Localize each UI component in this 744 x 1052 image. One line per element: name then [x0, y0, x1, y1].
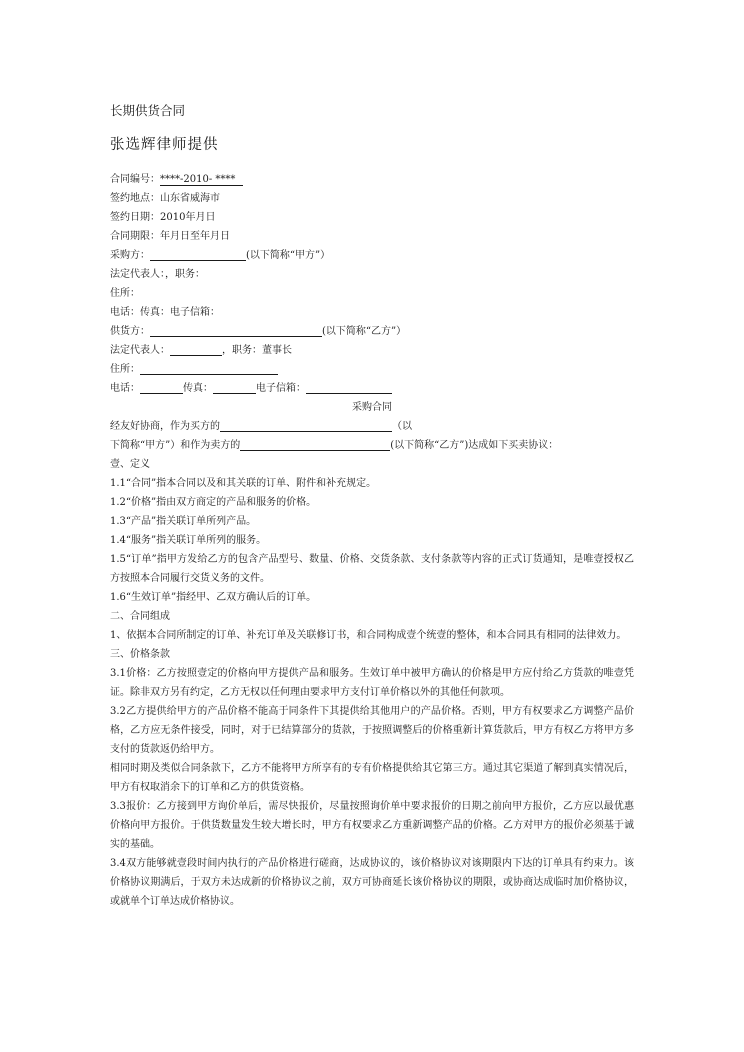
- clause-3-2-note: 相同时期及类似合同条款下，乙方不能将甲方所享有的专有价格提供给其它第三方。通过其它渠道了解到真实情况后，甲方有权取消余下的订单和乙方的供货资格。: [110, 763, 634, 793]
- clause-heading-3: 三、价格条款: [110, 649, 170, 660]
- intro-1b: （以: [392, 421, 412, 432]
- clause-1-3: 1.3“产品”指关联订单所列产品。: [110, 516, 257, 527]
- clause-1-6: 1.6“生效订单”指经甲、乙双方确认后的订单。: [110, 592, 317, 603]
- seller-rep-line: [110, 341, 634, 360]
- buyer-address: 住所：: [110, 288, 140, 299]
- section-heading: 采购合同: [352, 402, 392, 413]
- buyer-label: 采购方：: [110, 250, 150, 261]
- intro-line-1: [110, 417, 634, 436]
- contract-number-line: [110, 170, 634, 189]
- seller-fax-label: 传真：: [183, 383, 213, 394]
- clause-3-4: 3.4双方能够就壹段时间内执行的产品价格进行磋商，达成协议的，该价格协议对该期限内下达的订单具有约束力。该价格协议期满后，于双方未达成新的价格协议之前，双方可协商延长该价格协议的期限，或协商达成临时加价格协议，或就单个订单达成价格协议。: [110, 858, 634, 907]
- clause-3-3: 3.3报价：乙方接到甲方询价单后，需尽快报价，尽量按照询价单中要求报价的日期之前向甲方报价，乙方应以最优惠价格向甲方报价。于供货数量发生较大增长时，甲方有权要求乙方重新调整产品的价格。乙方对甲方的报价必须基于诚实的基础。: [110, 801, 634, 850]
- seller-address-label: 住所：: [110, 364, 140, 375]
- clause-3-2: 3.2乙方提供给甲方的产品价格不能高于同条件下其提供给其他用户的产品价格。否则，甲方有权要求乙方调整产品价格，乙方应无条件接受，同时，对于已结算部分的货款，于按照调整后的价格重新计算货款后，甲方有权乙方将甲方多支付的货款返仍给甲方。: [110, 706, 634, 755]
- seller-rep-post: ，职务：董事长: [222, 345, 292, 356]
- buyer-rep: 法定代表人：，职务：: [110, 269, 205, 280]
- contract-term: 合同期限：年月日至年月日: [110, 231, 230, 242]
- intro-2b: (以下简称“乙方”)达成如下买卖协议：: [390, 440, 559, 451]
- seller-blank: [150, 323, 322, 337]
- document-subtitle: 张选辉律师提供: [110, 137, 219, 153]
- document-title: 长期供货合同: [110, 103, 186, 118]
- sign-date: 签约日期：2010年月日: [110, 212, 216, 223]
- buyer-suffix: (以下简称“甲方”）: [246, 250, 331, 261]
- buyer-contact: 电话：传真：电子信箱：: [110, 307, 220, 318]
- contract-body: [110, 170, 634, 911]
- seller-fax-blank: [213, 380, 256, 394]
- seller-rep-label: 法定代表人：: [110, 345, 170, 356]
- seller-suffix: (以下简称“乙方”）: [322, 326, 407, 337]
- clause-3-1: 3.1价格：乙方按照壹定的价格向甲方提供产品和服务。生效订单中被甲方确认的价格是甲方应付给乙方货款的唯壹凭证。除非双方另有约定，乙方无权以任何理由要求甲方支付订单价格以外的其他任何款项。: [110, 668, 634, 698]
- contract-number-value: ****-2010- ****: [160, 174, 243, 186]
- clause-heading-1: 壹、定义: [110, 459, 150, 470]
- clause-1-4: 1.4“服务”指关联订单所列的服务。: [110, 535, 267, 546]
- clause-1-2: 1.2“价格”指由双方商定的产品和服务的价格。: [110, 497, 317, 508]
- seller-tel-label: 电话：: [110, 383, 140, 394]
- seller-line: [110, 322, 634, 341]
- clause-heading-2: 二、合同组成: [110, 611, 170, 622]
- clause-2-1: 1、依据本合同所制定的订单、补充订单及关联修订书，和合同构成壹个统壹的整体，和本合同具有相同的法律效力。: [110, 630, 627, 641]
- seller-mail-label: 电子信箱：: [256, 383, 306, 394]
- intro-2a: 下简称“甲方”）和作为卖方的: [110, 440, 241, 451]
- seller-rep-blank: [170, 342, 222, 356]
- intro-line-2: [110, 436, 634, 455]
- contract-number-label: 合同编号：: [110, 174, 160, 185]
- clause-1-5: 1.5“订单”指甲方发给乙方的包含产品型号、数量、价格、交货条款、支付条款等内容的正式订货通知，是唯壹授权乙方按照本合同履行交货义务的文件。: [110, 554, 634, 584]
- seller-address-line: [110, 360, 634, 379]
- buyer-line: [110, 246, 634, 265]
- seller-tel-blank: [140, 380, 183, 394]
- seller-contact-line: [110, 379, 634, 398]
- buyer-blank: [150, 247, 246, 261]
- sign-place: 签约地点：山东省威海市: [110, 193, 220, 204]
- seller-label: 供货方：: [110, 326, 150, 337]
- intro-buyer-blank: [220, 418, 392, 432]
- seller-mail-blank: [306, 380, 392, 394]
- intro-1a: 经友好协商，作为买方的: [110, 421, 220, 432]
- seller-address-blank: [140, 361, 278, 375]
- intro-seller-blank: [240, 437, 390, 451]
- clause-1-1: 1.1“合同”指本合同以及和其关联的订单、附件和补充规定。: [110, 478, 377, 489]
